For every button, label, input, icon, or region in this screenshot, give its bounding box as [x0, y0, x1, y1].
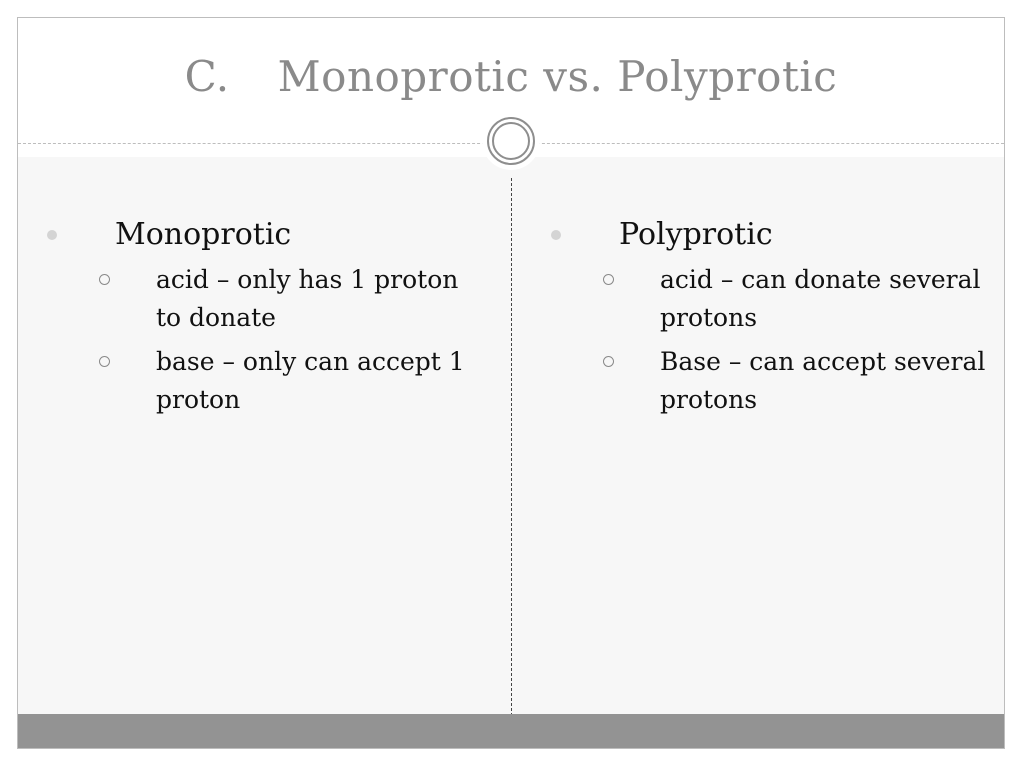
title-text: Monoprotic vs. Polyprotic — [277, 52, 838, 101]
title-number: C. — [184, 52, 230, 101]
bullet-dot-icon — [551, 230, 561, 240]
sub-bullet-ring-icon — [603, 274, 614, 285]
left-item-2: base – only can accept 1 proton — [156, 347, 465, 414]
slide-title — [18, 52, 1004, 101]
footer-bar — [18, 714, 1004, 748]
sub-bullet-item — [43, 261, 483, 337]
bullet-item — [547, 213, 987, 257]
column-divider — [511, 178, 512, 716]
right-item-2: Base – can accept several protons — [660, 347, 986, 414]
right-column — [547, 213, 987, 425]
sub-bullet-item — [547, 343, 987, 419]
left-heading: Monoprotic — [115, 217, 292, 252]
right-heading: Polyprotic — [619, 217, 773, 252]
bullet-item — [43, 213, 483, 257]
slide — [17, 17, 1005, 749]
bullet-dot-icon — [47, 230, 57, 240]
sub-bullet-item — [43, 343, 483, 419]
sub-bullet-ring-icon — [99, 356, 110, 367]
sub-bullet-ring-icon — [603, 356, 614, 367]
sub-bullet-ring-icon — [99, 274, 110, 285]
circle-ornament-icon — [482, 112, 540, 170]
left-column — [43, 213, 483, 425]
right-item-1: acid – can donate several protons — [660, 265, 981, 332]
sub-bullet-item — [547, 261, 987, 337]
left-item-1: acid – only has 1 proton to donate — [156, 265, 459, 332]
